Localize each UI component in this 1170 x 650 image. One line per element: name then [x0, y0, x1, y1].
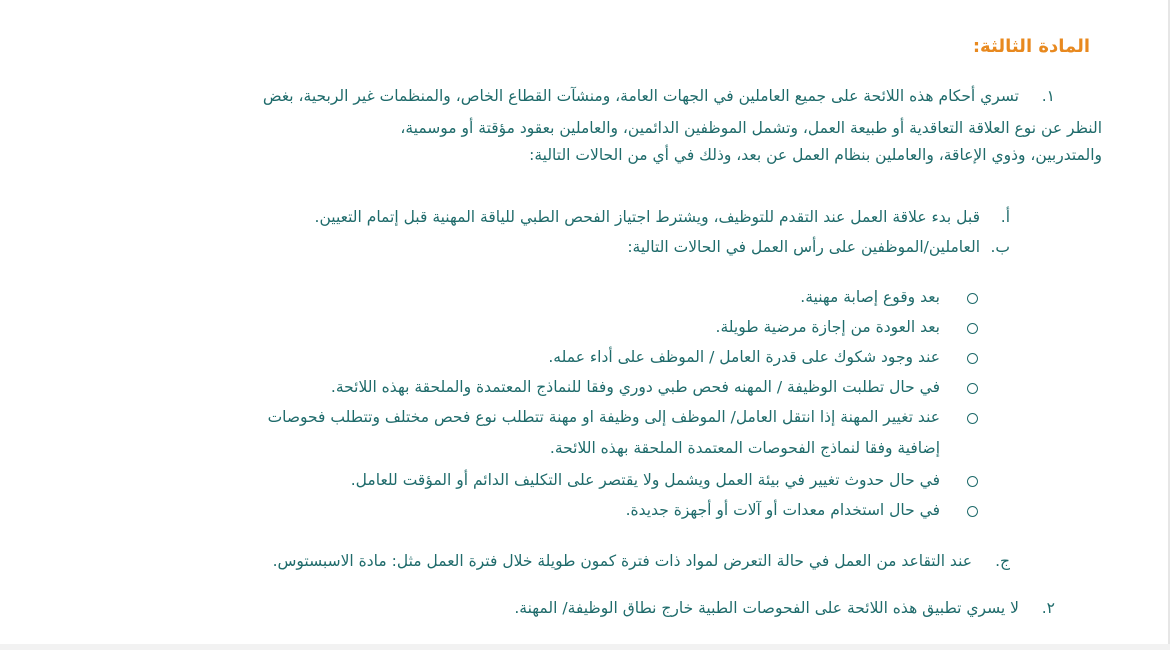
- sub-c-text: عند التقاعد من العمل في حالة التعرض لمواد ذات فترة كمون طويلة خلال فترة العمل مثل: مادة الاسبستوس.: [272, 552, 972, 570]
- item-2-text: لا يسري تطبيق هذه اللائحة على الفحوصات الطبية خارج نطاق الوظيفة/ المهنة.: [514, 599, 1019, 617]
- bullet-circle-icon: [967, 383, 978, 394]
- bullet-circle-icon: [967, 506, 978, 517]
- sub-b-letter: ب.: [990, 238, 1010, 256]
- sub-a-letter: أ.: [1000, 208, 1010, 226]
- bullet-item-5-line-2: إضافية وفقا لنماذج الفحوصات المعتمدة الملحقة بهذه اللائحة.: [549, 439, 940, 457]
- sub-b-text: العاملين/الموظفين على رأس العمل في الحالات التالية:: [627, 238, 980, 256]
- article-title: المادة الثالثة:: [972, 36, 1090, 57]
- bullet-item-3: عند وجود شكوك على قدرة العامل / الموظف على أداء عمله.: [548, 348, 940, 366]
- bullet-item-7: في حال استخدام معدات أو آلات أو أجهزة جديدة.: [625, 501, 940, 519]
- bullet-item-4: في حال تطلبت الوظيفة / المهنه فحص طبي دوري وفقا للنماذج المعتمدة والملحقة بهذه اللائحة.: [330, 378, 940, 396]
- item-1-line-2: النظر عن نوع العلاقة التعاقدية أو طبيعة العمل، وتشمل الموظفين الدائمين، والعاملين بعقود مؤقتة أو موسمية،: [400, 119, 1102, 137]
- sub-a-text: قبل بدء علاقة العمل عند التقدم للتوظيف، ويشترط اجتياز الفحص الطبي للياقة المهنية قبل إتمام التعيين.: [314, 208, 980, 226]
- bullet-circle-icon: [967, 413, 978, 424]
- item-2-number: ٢.: [1041, 599, 1055, 617]
- bullet-circle-icon: [967, 476, 978, 487]
- bullet-item-6: في حال حدوث تغيير في بيئة العمل ويشمل ولا يقتصر على التكليف الدائم أو المؤقت للعامل.: [350, 471, 940, 489]
- item-1-number: ١.: [1041, 87, 1055, 105]
- bullet-item-5-line-1: عند تغيير المهنة إذا انتقل العامل/ الموظف إلى وظيفة او مهنة تتطلب نوع فحص مختلف وتتطلب فحوصات: [267, 408, 940, 426]
- bullet-circle-icon: [967, 353, 978, 364]
- item-1-line-1: تسري أحكام هذه اللائحة على جميع العاملين في الجهات العامة، ومنشآت القطاع الخاص، والمنظمات غير الربحية، بغض: [262, 87, 1019, 105]
- bullet-item-1: بعد وقوع إصابة مهنية.: [800, 288, 940, 306]
- bullet-item-2: بعد العودة من إجازة مرضية طويلة.: [715, 318, 940, 336]
- bullet-circle-icon: [967, 293, 978, 304]
- item-1-line-3: والمتدربين، وذوي الإعاقة، والعاملين بنظام العمل عن بعد، وذلك في أي من الحالات التالية:: [529, 146, 1102, 164]
- bottom-edge-divider: [0, 644, 1170, 650]
- bullet-circle-icon: [967, 323, 978, 334]
- sub-c-letter: ج.: [995, 552, 1010, 570]
